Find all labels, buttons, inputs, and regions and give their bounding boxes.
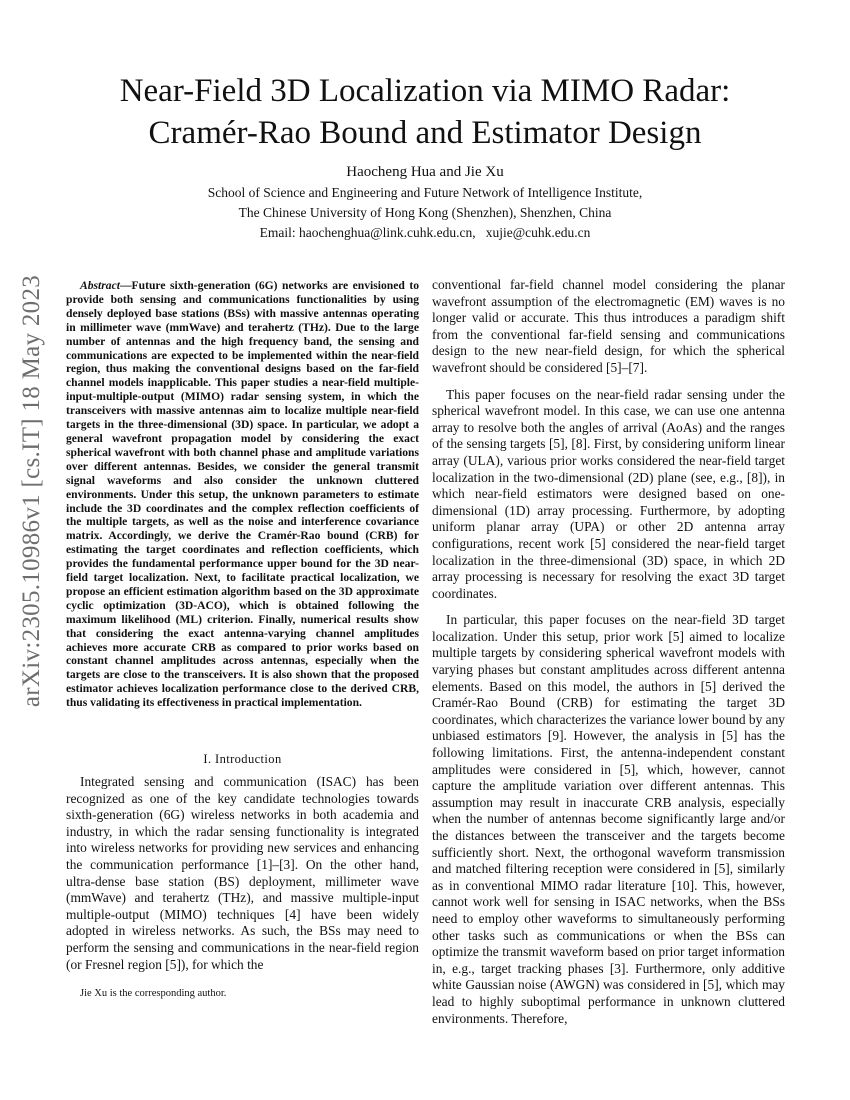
- intro-paragraph: Integrated sensing and communication (ISAC) has been recognized as one of the key candidate technologies towards sixth-generation (6G) wireless networks in both academia and industry, in which the radar sensing functionality is integrated into wireless networks for providing new services and enhancing the communication performance [1]–[3]. On the other hand, ultra-dense base station (BS) deployment, millimeter wave (mmWave) and terahertz (THz), and massive multiple-input multiple-output (MIMO) techniques [4] have been widely adopted in wireless networks. As such, the BSs may need to perform the sensing and communications in the near-field region (or Fresnel region [5]), for which the: [66, 774, 419, 972]
- abstract: [66, 279, 419, 710]
- affiliation-line-2: The Chinese University of Hong Kong (Shenzhen), Shenzhen, China: [238, 205, 612, 220]
- title-line-2: Cramér-Rao Bound and Estimator Design: [148, 115, 702, 151]
- arxiv-id: arXiv:2305.10986v1 [cs.IT] 18 May 2023: [18, 274, 45, 708]
- affiliation-line-1: School of Science and Engineering and Future Network of Intelligence Institute,: [207, 185, 643, 200]
- right-paragraph-2: This paper focuses on the near-field radar sensing under the spherical wavefront model. In this case, we can use one antenna array to resolve both the angles of arrival (AoAs) and the ranges of the sensing targets [5], [8]. First, by considering uniform linear array (ULA), various prior works considered the near-field target localization in the two-dimensional (2D) plane (see, e.g., [8]), in which near-field estimators were designed based on one-dimensional (1D) array processing. Furthermore, by adopting uniform planar array (UPA) or other 2D antenna array configurations, recent work [5] considered the near-field target localization in the three-dimensional (3D) space, in which 2D array processing is necessary for resolving the exact 3D target coordinates.: [432, 386, 785, 601]
- footnote: Jie Xu is the corresponding author.: [80, 988, 227, 999]
- introduction-left-column: [66, 774, 419, 983]
- email-line: Email: haochenghua@link.cuhk.edu.cn, xujie@cuhk.edu.cn: [259, 225, 591, 240]
- right-paragraph-1: conventional far-field channel model considering the planar wavefront assumption of the electromagnetic (EM) waves is no longer valid or accurate. This thus introduces a paradigm shift from the conventional far-field sensing and communications design to the new near-field design, for which the spherical wavefront should be considered [5]–[7].: [432, 277, 785, 375]
- arxiv-watermark: [12, 274, 52, 708]
- authors: Haocheng Hua and Jie Xu: [346, 164, 504, 180]
- section-heading-introduction: I. Introduction: [203, 752, 282, 766]
- affiliation: [0, 183, 850, 243]
- title-line-1: Near-Field 3D Localization via MIMO Radar:: [119, 73, 731, 109]
- abstract-text: —Future sixth-generation (6G) networks are envisioned to provide both sensing and communications functionalities by using densely deployed base stations (BSs) with massive antennas operating in millimeter wave (mmWave) and terahertz (THz). Due to the large number of antennas and the high frequency band, the sensing and communications are expected to be implemented within the near-field region, thus making the conventional designs based on the far-field channel models inapplicable. This paper studies a near-field multiple-input-multiple-output (MIMO) radar sensing system, in which the transceivers with massive antennas aim to localize multiple near-field targets in the three-dimensional (3D) space. In particular, we adopt a general wavefront propagation model by considering the exact spherical wavefront with both channel phase and amplitude variations over different antennas. Besides, we consider the general transmit signal waveforms and also consider the unknown cluttered environments. Under this setup, the unknown parameters to estimate include the 3D coordinates and the complex reflection coefficients of the multiple targets, as well as the noise and interference covariance matrix. Accordingly, we derive the Cramér-Rao bound (CRB) for estimating the target coordinates and reflection coefficients, which provides the fundamental performance upper bound for the 3D near-field target localization. Next, to facilitate practical localization, we propose an efficient estimation algorithm based on the 3D approximate cyclic optimization (3D-ACO), which is obtained following the maximum likelihood (ML) criterion. Finally, numerical results show that considering the exact antenna-varying channel amplitudes achieves more accurate CRB as compared to prior works based on constant channel amplitudes across antennas, especially when the targets are close to the transceivers. It is also shown that the proposed estimator achieves localization performance close to the derived CRB, thus validating its effectiveness in practical implementation.: [66, 279, 419, 710]
- right-paragraph-3: In particular, this paper focuses on the near-field 3D target localization. Under this setup, prior work [5] aimed to localize multiple targets by considering spherical wavefront models with varying phases but constant amplitudes across different antenna elements. Based on this model, the authors in [5] derived the Cramér-Rao Bound (CRB) for estimating the target 3D coordinates, which characterizes the variance lower bound by any unbiased estimators [9]. However, the analysis in [5] has the following limitations. First, the antenna-independent constant amplitudes were considered in [5], which, however, cannot capture the amplitude variation over different antennas. This assumption may result in inaccurate CRB analysis, especially when the number of antennas become significantly large and/or the distances between the transceiver and the targets become sufficiently short. Next, the orthogonal waveform transmission and matched filtering reception were considered in [5], similarly as in conventional MIMO radar literature [10]. This, however, cannot work well for sensing in ISAC networks, when the BSs need to employ other waveforms to simultaneously performing other tasks such as communications or when the BSs can optimize the transmit waveform based on prior target information in, e.g., target tracking phases [3]. Furthermore, only additive white Gaussian noise (AWGN) was considered in [5], which may lead to highly suboptimal performance in unknown cluttered environments. Therefore,: [432, 612, 785, 1026]
- abstract-label: Abstract: [80, 279, 120, 292]
- paper-title: [0, 70, 850, 154]
- right-column: [432, 277, 785, 1037]
